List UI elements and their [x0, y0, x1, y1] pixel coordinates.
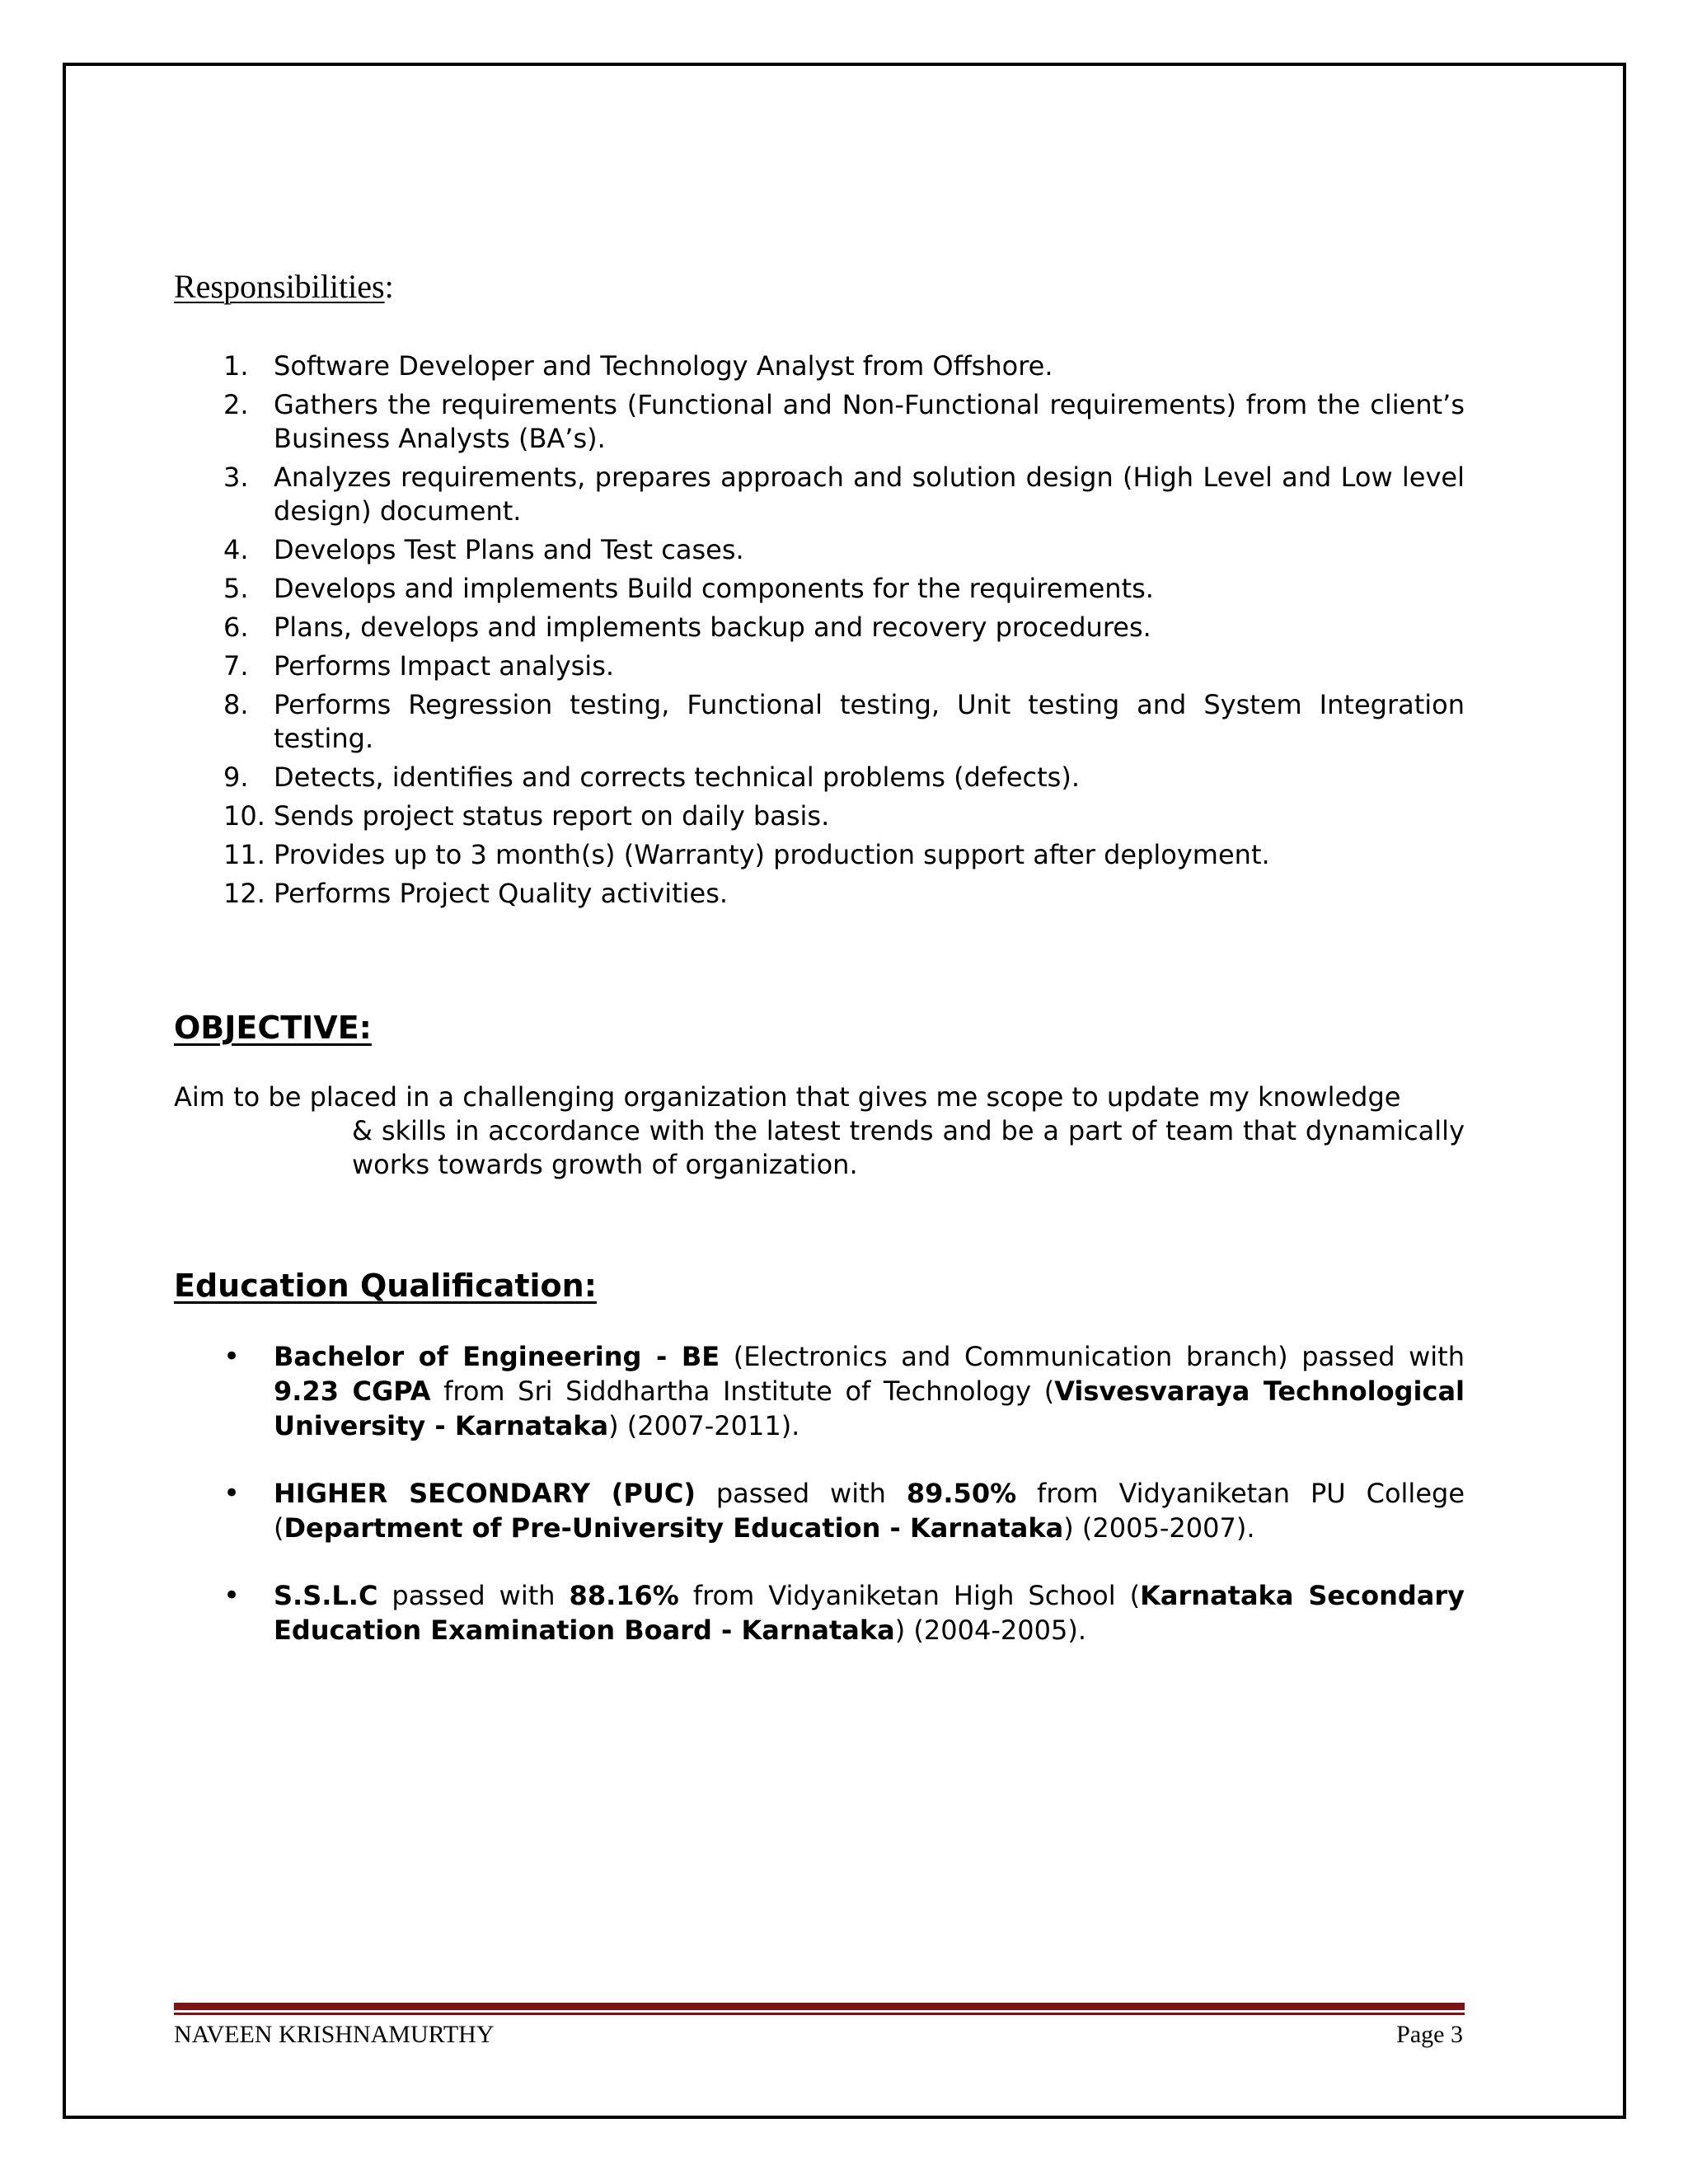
objective-heading: OBJECTIVE:: [174, 1010, 372, 1046]
footer-divider-thick: [174, 2003, 1465, 2010]
list-item-text: Sends project status report on daily basis.: [274, 800, 830, 832]
list-item-text: Plans, develops and implements backup and recovery procedures.: [274, 612, 1151, 643]
bullet-icon: •: [223, 1477, 241, 1511]
footer-page-number: Page 3: [1396, 2021, 1463, 2048]
list-item-text: Performs Project Quality activities.: [274, 878, 729, 909]
list-item-text: Gathers the requirements (Functional and Non-Functional requirements) from the client’s Business Analysts (BA’s).: [274, 389, 1465, 454]
responsibilities-heading-colon: :: [384, 268, 394, 305]
education-text: from Sri Siddhartha Institute of Technology (: [430, 1376, 1055, 1408]
list-item: [174, 1578, 1465, 1647]
list-item-text: Provides up to 3 month(s) (Warranty) production support after deployment.: [274, 839, 1270, 870]
list-item: [174, 761, 1465, 794]
list-item-text: Analyzes requirements, prepares approach and solution design (High Level and Low level design) document.: [274, 462, 1465, 527]
responsibilities-heading: [174, 267, 1465, 307]
education-text: passed with: [695, 1478, 907, 1510]
list-item: [174, 349, 1465, 383]
list-item-number: 12.: [223, 878, 265, 909]
list-item-number: 6.: [223, 612, 249, 643]
list-item-number: 10.: [223, 800, 265, 832]
education-board: Karnataka Secondary Education Examination Board - Karnataka: [274, 1580, 1465, 1647]
list-item: [174, 688, 1465, 756]
list-item-text: Develops Test Plans and Test cases.: [274, 534, 744, 565]
list-item: [174, 649, 1465, 683]
responsibilities-heading-text: Responsibilities: [174, 268, 385, 305]
list-item: [174, 877, 1465, 911]
list-item: [174, 461, 1465, 528]
education-text: from Vidyaniketan High School (: [678, 1580, 1141, 1612]
footer-divider: [174, 2003, 1465, 2016]
education-score: 9.23 CGPA: [274, 1376, 431, 1408]
education-score: 89.50%: [906, 1478, 1017, 1510]
bullet-icon: •: [223, 1340, 241, 1374]
list-item-number: 4.: [223, 534, 249, 565]
education-list: [174, 1339, 1465, 1647]
responsibilities-list: [174, 349, 1465, 911]
education-heading: Education Qualification:: [174, 1267, 597, 1304]
degree-name: Bachelor of Engineering - BE: [274, 1341, 720, 1373]
list-item-number: 7.: [223, 650, 249, 682]
footer-author-name: NAVEEN KRISHNAMURTHY: [174, 2021, 495, 2048]
education-text: passed with: [377, 1580, 570, 1612]
objective-line-1: Aim to be placed in a challenging organization that gives me scope to update my knowledge: [174, 1080, 1401, 1113]
list-item-text: Software Developer and Technology Analyst from Offshore.: [274, 350, 1053, 382]
list-item-number: 11.: [223, 839, 265, 870]
list-item: [174, 838, 1465, 872]
list-item-number: 1.: [223, 350, 249, 382]
list-item-text: Performs Regression testing, Functional testing, Unit testing and System Integration testing.: [274, 689, 1465, 754]
objective-text: [174, 1080, 1465, 1182]
education-years: ) (2004-2005).: [894, 1615, 1086, 1647]
education-years: ) (2007-2011).: [608, 1410, 800, 1442]
list-item: [174, 1339, 1465, 1443]
list-item: [174, 1476, 1465, 1545]
list-item-text: Develops and implements Build components for the requirements.: [274, 573, 1154, 604]
list-item-number: 5.: [223, 573, 249, 604]
list-item: [174, 533, 1465, 567]
footer-divider-thin: [174, 2013, 1465, 2015]
list-item-number: 3.: [223, 462, 249, 493]
degree-name: HIGHER SECONDARY (PUC): [274, 1478, 696, 1510]
education-board: Department of Pre-University Education - Karnataka: [284, 1512, 1064, 1544]
bullet-icon: •: [223, 1579, 241, 1613]
education-years: ) (2005-2007).: [1063, 1512, 1255, 1544]
document-body: [174, 247, 1465, 1680]
objective-line-rest: & skills in accordance with the latest trends and be a part of team that dynamically works towards growth of organization.: [352, 1114, 1465, 1180]
list-item-text: Performs Impact analysis.: [274, 650, 615, 682]
list-item-number: 8.: [223, 689, 249, 720]
list-item: [174, 799, 1465, 833]
degree-name: S.S.L.C: [274, 1580, 378, 1612]
education-board: Visvesvaraya Technological University - Karnataka: [274, 1376, 1465, 1442]
list-item-text: Detects, identifies and corrects technical problems (defects).: [274, 762, 1080, 793]
education-text: from Vidyaniketan PU College (: [274, 1478, 1465, 1544]
list-item-number: 9.: [223, 762, 249, 793]
list-item: [174, 611, 1465, 644]
list-item: [174, 572, 1465, 606]
education-score: 88.16%: [569, 1580, 679, 1612]
list-item-number: 2.: [223, 389, 249, 420]
education-text: (Electronics and Communication branch) passed with: [720, 1341, 1465, 1373]
list-item: [174, 388, 1465, 456]
